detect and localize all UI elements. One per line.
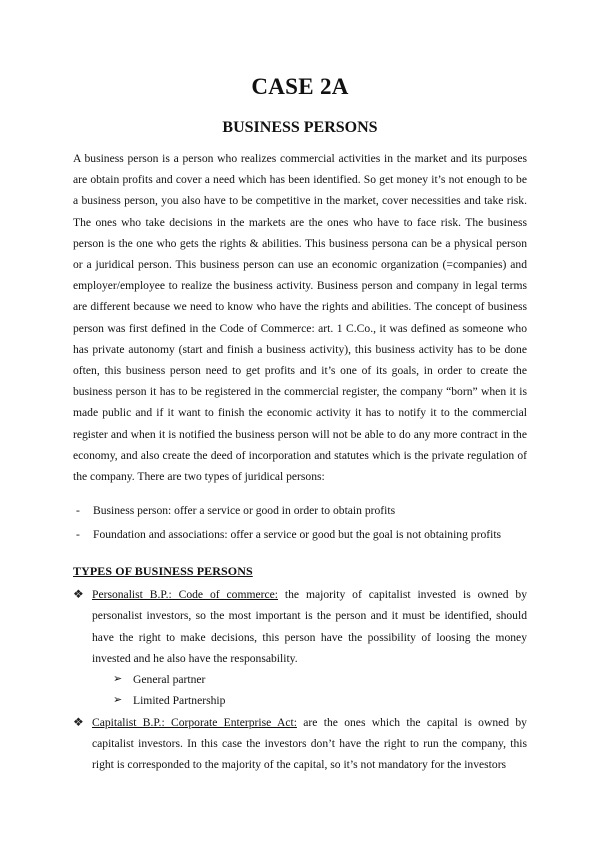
diamond-bullet-icon: ❖ [73,587,84,601]
list-item-text: Limited Partnership [133,694,226,708]
list-item [73,499,527,523]
list-item [113,690,527,711]
list-item [73,712,527,776]
list-item [113,669,527,690]
type-lead: Capitalist B.P.: Corporate Enterprise Act: [92,715,297,729]
list-item-text: Foundation and associations: offer a service or good but the goal is not obtaining profits [93,528,502,541]
type-lead: Personalist B.P.: Code of commerce: [92,588,279,601]
arrow-bullet-icon: ➢ [113,694,123,707]
section-heading-types: TYPES OF BUSINESS PERSONS [73,564,253,578]
juridical-types-list [73,499,527,547]
page-title: CASE 2A [251,74,349,99]
list-item-text: Business person: offer a service or good in order to obtain profits [93,504,396,517]
partnership-sublist [92,669,527,712]
list-item [73,523,527,547]
type-description: are the ones which the capital is owned by capitalist investors. In this case the investors don’t have the right to run the company, this right is corresponded to the majority of the capital, so it’s not mandatory for the investors [92,715,527,772]
type-description: the majority of capitalist invested is owned by personalist investors, so the most important is the person and it must be identified, should have the right to make decisions, this person have the possibility of loosing the money invested and he also have the responsability. [92,588,527,665]
list-item [73,584,527,712]
body-paragraph: A business person is a person who realizes commercial activities in the market and its purposes are obtain profits and cover a need which has been identified. So get money it’s not enough to be a business person, you also have to be competitive in the market, cover necessities and take risk. The ones who take decisions in the markets are the ones who have to face risk. The business person is the one who gets the rights & abilities. This business persona can be a physical person or a juridical person. This business person can use an economic organization (=companies) and employer/employee to realize the business activity. Business person and company in legal terms are different because we need to know who have the rights and abilities. The concept of business person was first defined in the Code of Commerce: art. 1 C.Co., it was defined as someone who has private autonomy (start and finish a business activity), this business activity has to be done often, this business person need to get profits and it’s one of its goals, in order to create the business person it has to be registered in the commercial register, the company “born” when it is made public and if it want to finish the economic activity it has to notify it to the commercial register and when it is notified the business person will not be able to do any more contract in the economy, and also create the deed of incorporation and statutes which is the private regulation of the company. There are two types of juridical persons: [73,152,527,484]
business-types-list [73,584,527,776]
list-item-text: General partner [133,673,206,687]
arrow-bullet-icon: ➢ [113,673,123,686]
dash-bullet: - [76,504,80,517]
page-subtitle: BUSINESS PERSONS [222,119,378,136]
dash-bullet: - [76,528,80,541]
diamond-bullet-icon: ❖ [73,714,84,729]
